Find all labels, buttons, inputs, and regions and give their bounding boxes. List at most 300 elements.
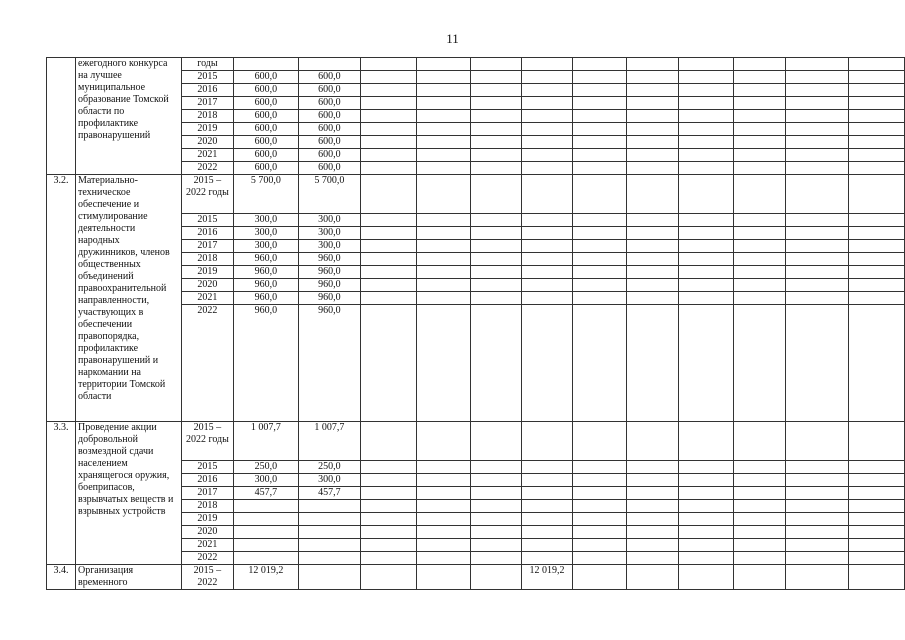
empty-cell [573,539,627,552]
total-amount-cell: 600,0 [233,71,298,84]
empty-cell [679,474,734,487]
empty-cell [849,162,905,175]
total-amount-cell [233,539,298,552]
empty-cell [786,110,849,123]
item-number-cell: 3.2. [47,175,76,422]
empty-cell [849,552,905,565]
source-amount-cell: 250,0 [298,461,360,474]
source-amount-cell [298,539,360,552]
empty-cell [734,123,786,136]
empty-cell [627,461,679,474]
empty-cell [416,552,470,565]
empty-cell [360,175,416,214]
empty-cell [679,526,734,539]
empty-cell [734,71,786,84]
empty-cell [786,500,849,513]
empty-cell [786,175,849,214]
other-source-amount-cell: 12 019,2 [521,565,573,590]
empty-cell [679,422,734,461]
empty-cell [416,526,470,539]
empty-cell [734,500,786,513]
empty-cell [786,136,849,149]
empty-cell [734,487,786,500]
empty-cell [627,552,679,565]
empty-cell [573,461,627,474]
empty-cell [416,539,470,552]
page-number: 11 [446,31,459,46]
empty-cell [470,292,521,305]
empty-cell [416,123,470,136]
empty-cell [786,513,849,526]
source-amount-cell: 960,0 [298,253,360,266]
empty-cell [416,253,470,266]
empty-cell [360,227,416,240]
source-amount-cell: 5 700,0 [298,175,360,214]
empty-cell [360,136,416,149]
empty-cell [849,58,905,71]
empty-cell [849,71,905,84]
total-amount-cell [233,513,298,526]
year-cell: 2016 [181,227,233,240]
empty-cell [470,461,521,474]
source-amount-cell [298,500,360,513]
empty-cell [627,97,679,110]
empty-cell [416,58,470,71]
empty-cell [734,539,786,552]
empty-cell [627,227,679,240]
empty-cell [679,500,734,513]
year-cell: 2015 [181,214,233,227]
empty-cell [573,175,627,214]
empty-cell [470,240,521,253]
empty-cell [679,123,734,136]
total-amount-cell: 300,0 [233,214,298,227]
source-amount-cell: 600,0 [298,71,360,84]
empty-cell [734,253,786,266]
empty-cell [786,162,849,175]
total-amount-cell: 1 007,7 [233,422,298,461]
empty-cell [470,513,521,526]
empty-cell [573,227,627,240]
empty-cell [849,305,905,422]
empty-cell [470,474,521,487]
other-source-amount-cell [521,123,573,136]
other-source-amount-cell [521,71,573,84]
other-source-amount-cell [521,110,573,123]
year-cell: 2022 [181,305,233,422]
empty-cell [627,123,679,136]
empty-cell [786,279,849,292]
year-cell: 2018 [181,110,233,123]
total-amount-cell: 600,0 [233,162,298,175]
empty-cell [470,487,521,500]
table-body [47,58,905,590]
empty-cell [786,84,849,97]
empty-cell [849,500,905,513]
empty-cell [360,279,416,292]
empty-cell [573,552,627,565]
other-source-amount-cell [521,227,573,240]
total-amount-cell: 600,0 [233,84,298,97]
empty-cell [734,292,786,305]
empty-cell [470,565,521,590]
year-cell: 2017 [181,97,233,110]
total-amount-cell: 457,7 [233,487,298,500]
empty-cell [416,71,470,84]
empty-cell [627,292,679,305]
empty-cell [849,240,905,253]
year-cell: 2015 – 2022 годы [181,422,233,461]
empty-cell [573,84,627,97]
empty-cell [416,162,470,175]
empty-cell [627,240,679,253]
empty-cell [416,305,470,422]
empty-cell [679,110,734,123]
empty-cell [573,149,627,162]
other-source-amount-cell [521,175,573,214]
empty-cell [627,175,679,214]
empty-cell [734,266,786,279]
empty-cell [573,500,627,513]
empty-cell [416,149,470,162]
empty-cell [849,461,905,474]
other-source-amount-cell [521,474,573,487]
source-amount-cell: 1 007,7 [298,422,360,461]
other-source-amount-cell [521,58,573,71]
empty-cell [786,487,849,500]
total-amount-cell: 960,0 [233,279,298,292]
other-source-amount-cell [521,162,573,175]
empty-cell [470,500,521,513]
empty-cell [734,552,786,565]
empty-cell [627,474,679,487]
empty-cell [573,214,627,227]
year-cell: 2018 [181,500,233,513]
empty-cell [734,97,786,110]
empty-cell [786,227,849,240]
empty-cell [627,110,679,123]
empty-cell [573,123,627,136]
total-amount-cell: 300,0 [233,227,298,240]
other-source-amount-cell [521,136,573,149]
source-amount-cell [298,513,360,526]
total-amount-cell: 600,0 [233,149,298,162]
source-amount-cell [298,565,360,590]
empty-cell [627,266,679,279]
year-cell: 2022 [181,162,233,175]
source-amount-cell: 300,0 [298,227,360,240]
budget-table [46,57,905,590]
year-cell: 2021 [181,292,233,305]
year-cell: 2019 [181,513,233,526]
empty-cell [786,461,849,474]
empty-cell [849,149,905,162]
empty-cell [573,253,627,266]
empty-cell [573,422,627,461]
empty-cell [786,240,849,253]
empty-cell [679,552,734,565]
empty-cell [416,292,470,305]
empty-cell [573,97,627,110]
empty-cell [679,175,734,214]
empty-cell [849,84,905,97]
empty-cell [416,565,470,590]
other-source-amount-cell [521,526,573,539]
empty-cell [627,539,679,552]
item-description-cell: Проведение акции добровольной возмездной сдачи населением хранящегося оружия, боеприпасов, взрывчатых веществ и взрывных устройств [75,422,181,565]
total-amount-cell: 600,0 [233,110,298,123]
empty-cell [573,240,627,253]
empty-cell [786,552,849,565]
year-cell: 2020 [181,136,233,149]
total-amount-cell: 960,0 [233,305,298,422]
empty-cell [627,305,679,422]
other-source-amount-cell [521,266,573,279]
total-amount-cell: 960,0 [233,266,298,279]
other-source-amount-cell [521,97,573,110]
empty-cell [360,305,416,422]
total-amount-cell: 250,0 [233,461,298,474]
empty-cell [416,97,470,110]
empty-cell [627,162,679,175]
total-amount-cell [233,526,298,539]
empty-cell [573,526,627,539]
empty-cell [849,279,905,292]
source-amount-cell: 600,0 [298,136,360,149]
empty-cell [734,84,786,97]
empty-cell [470,422,521,461]
total-amount-cell: 960,0 [233,292,298,305]
empty-cell [416,266,470,279]
empty-cell [786,97,849,110]
empty-cell [734,149,786,162]
empty-cell [573,58,627,71]
year-cell: 2016 [181,84,233,97]
item-number-cell [47,58,76,175]
empty-cell [627,500,679,513]
empty-cell [849,110,905,123]
empty-cell [734,58,786,71]
source-amount-cell: 960,0 [298,266,360,279]
empty-cell [734,461,786,474]
empty-cell [734,175,786,214]
empty-cell [360,149,416,162]
empty-cell [416,513,470,526]
empty-cell [416,422,470,461]
year-cell: 2019 [181,123,233,136]
empty-cell [470,227,521,240]
empty-cell [627,58,679,71]
total-amount-cell: 600,0 [233,97,298,110]
total-amount-cell [233,58,298,71]
empty-cell [360,266,416,279]
empty-cell [360,292,416,305]
empty-cell [679,292,734,305]
empty-cell [849,422,905,461]
empty-cell [734,305,786,422]
empty-cell [573,292,627,305]
empty-cell [734,513,786,526]
empty-cell [627,136,679,149]
empty-cell [679,227,734,240]
item-description-cell: Организация временного [75,565,181,590]
empty-cell [734,136,786,149]
empty-cell [734,422,786,461]
empty-cell [416,474,470,487]
total-amount-cell: 12 019,2 [233,565,298,590]
other-source-amount-cell [521,279,573,292]
empty-cell [849,214,905,227]
empty-cell [849,474,905,487]
empty-cell [679,539,734,552]
empty-cell [786,123,849,136]
year-cell: 2020 [181,279,233,292]
empty-cell [470,123,521,136]
empty-cell [849,136,905,149]
empty-cell [627,422,679,461]
empty-cell [786,214,849,227]
empty-cell [573,513,627,526]
empty-cell [627,279,679,292]
empty-cell [679,97,734,110]
empty-cell [360,71,416,84]
empty-cell [849,292,905,305]
empty-cell [360,461,416,474]
year-cell: 2015 – 2022 [181,565,233,590]
empty-cell [786,58,849,71]
empty-cell [360,526,416,539]
empty-cell [416,500,470,513]
empty-cell [360,110,416,123]
empty-cell [470,175,521,214]
empty-cell [849,253,905,266]
source-amount-cell: 300,0 [298,240,360,253]
empty-cell [679,162,734,175]
empty-cell [573,487,627,500]
empty-cell [416,227,470,240]
year-cell: 2015 [181,71,233,84]
empty-cell [470,84,521,97]
empty-cell [360,162,416,175]
table-row [47,58,905,71]
empty-cell [627,149,679,162]
source-amount-cell: 600,0 [298,123,360,136]
table-row [47,422,905,461]
source-amount-cell [298,58,360,71]
other-source-amount-cell [521,149,573,162]
year-cell: 2017 [181,487,233,500]
empty-cell [849,97,905,110]
other-source-amount-cell [521,513,573,526]
empty-cell [360,84,416,97]
empty-cell [360,97,416,110]
empty-cell [734,240,786,253]
other-source-amount-cell [521,500,573,513]
empty-cell [416,136,470,149]
empty-cell [470,136,521,149]
empty-cell [360,474,416,487]
empty-cell [679,240,734,253]
empty-cell [849,487,905,500]
empty-cell [416,110,470,123]
empty-cell [786,539,849,552]
source-amount-cell: 457,7 [298,487,360,500]
source-amount-cell: 300,0 [298,214,360,227]
other-source-amount-cell [521,253,573,266]
empty-cell [786,71,849,84]
empty-cell [416,487,470,500]
table-row [47,175,905,214]
other-source-amount-cell [521,461,573,474]
empty-cell [470,266,521,279]
empty-cell [573,110,627,123]
empty-cell [786,526,849,539]
source-amount-cell: 600,0 [298,162,360,175]
empty-cell [786,474,849,487]
empty-cell [679,513,734,526]
empty-cell [470,214,521,227]
year-cell: годы [181,58,233,71]
other-source-amount-cell [521,552,573,565]
empty-cell [734,162,786,175]
other-source-amount-cell [521,487,573,500]
empty-cell [786,292,849,305]
empty-cell [679,84,734,97]
year-cell: 2016 [181,474,233,487]
empty-cell [360,422,416,461]
empty-cell [734,565,786,590]
other-source-amount-cell [521,292,573,305]
empty-cell [849,227,905,240]
empty-cell [849,513,905,526]
empty-cell [573,279,627,292]
total-amount-cell [233,500,298,513]
empty-cell [679,565,734,590]
table-row [47,565,905,590]
empty-cell [470,552,521,565]
empty-cell [679,253,734,266]
source-amount-cell: 600,0 [298,110,360,123]
empty-cell [573,266,627,279]
empty-cell [360,240,416,253]
empty-cell [470,58,521,71]
other-source-amount-cell [521,84,573,97]
year-cell: 2021 [181,149,233,162]
empty-cell [734,214,786,227]
empty-cell [470,71,521,84]
empty-cell [573,136,627,149]
other-source-amount-cell [521,240,573,253]
year-cell: 2019 [181,266,233,279]
total-amount-cell: 960,0 [233,253,298,266]
empty-cell [360,58,416,71]
source-amount-cell: 300,0 [298,474,360,487]
empty-cell [786,149,849,162]
total-amount-cell [233,552,298,565]
empty-cell [360,253,416,266]
empty-cell [573,474,627,487]
total-amount-cell: 600,0 [233,136,298,149]
empty-cell [627,253,679,266]
empty-cell [416,461,470,474]
item-description-cell: ежегодного конкурса на лучшее муниципальное образование Томской области по профилактике правонарушений [75,58,181,175]
year-cell: 2021 [181,539,233,552]
year-cell: 2017 [181,240,233,253]
empty-cell [360,214,416,227]
empty-cell [679,71,734,84]
other-source-amount-cell [521,539,573,552]
empty-cell [627,214,679,227]
